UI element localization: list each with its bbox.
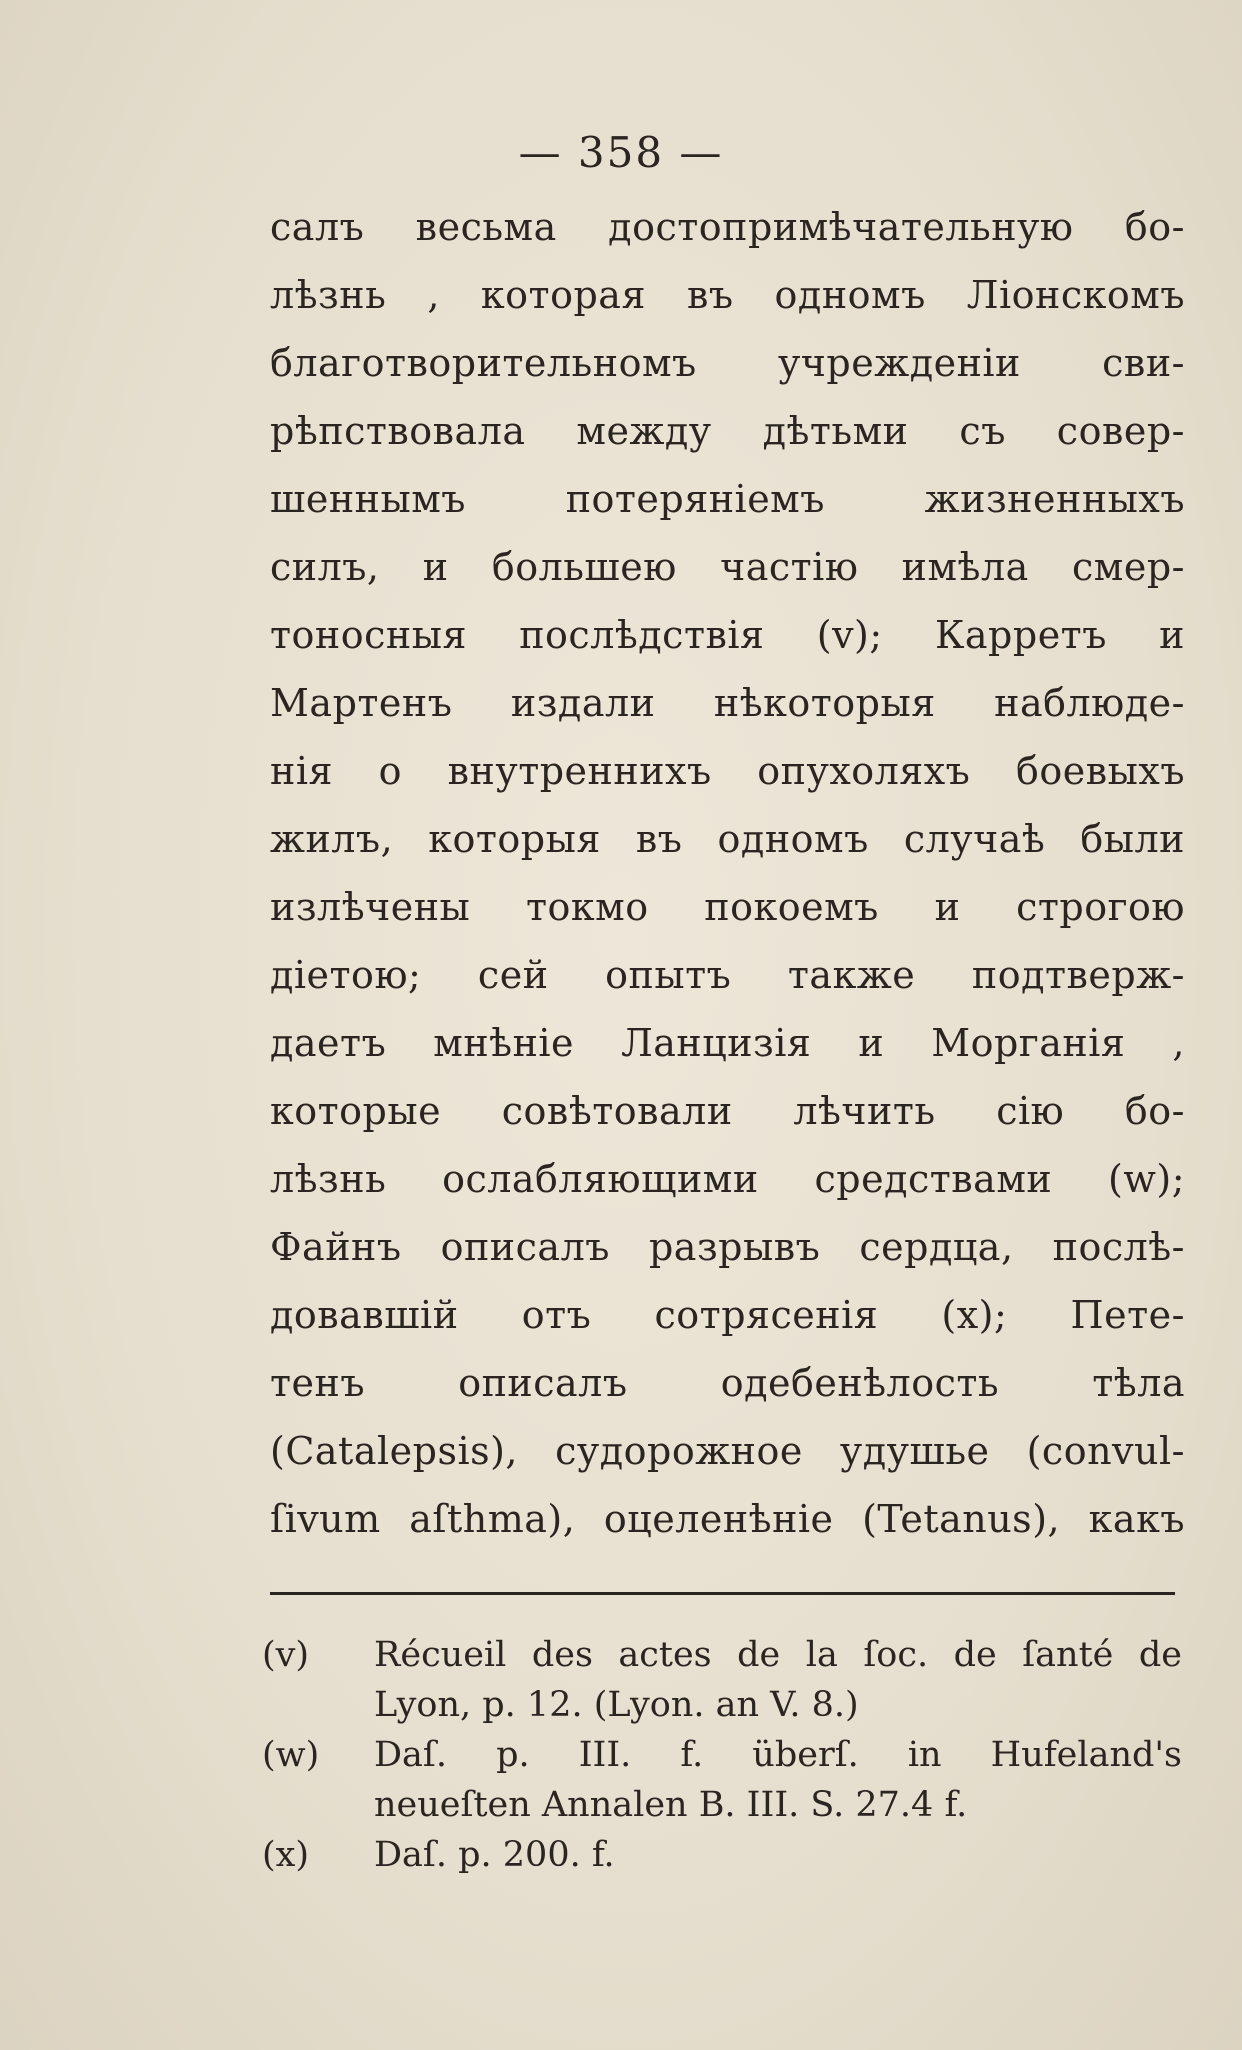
text-line-11: излѣчены токмо покоемъ и строгою	[270, 885, 1185, 929]
text-line-6: силъ, и большею частію имѣла смер-	[270, 545, 1185, 589]
footnote-mark: (x)	[262, 1835, 310, 1875]
footnote-mark: (w)	[262, 1735, 320, 1775]
footnote-v	[262, 1630, 1182, 1730]
footnote-line: Daſ. p. III. f. überſ. in Hufeland's	[374, 1735, 1182, 1775]
text-line-3: благотворительномъ учрежденіи сви-	[270, 341, 1185, 385]
text-line-4: рѣпствовала между дѣтьми съ совер-	[270, 409, 1185, 453]
text-line-2: лѣзнь , которая въ одномъ Ліонскомъ	[270, 273, 1185, 317]
text-line-9: нія о внутреннихъ опухоляхъ боевыхъ	[270, 749, 1185, 793]
main-text	[270, 193, 1185, 1553]
footnote-w	[262, 1730, 1182, 1830]
text-line-15: лѣзнь ослабляющими средствами (w);	[270, 1157, 1185, 1201]
footnote-line: Récueil des actes de la ſoc. de ſanté de	[374, 1635, 1182, 1675]
text-line-16: Файнъ описалъ разрывъ сердца, послѣ-	[270, 1225, 1185, 1269]
footnote-line: Lyon, p. 12. (Lyon. an V. 8.)	[374, 1685, 859, 1725]
text-line-13: даетъ мнѣніе Ланцизія и Морганія ,	[270, 1021, 1185, 1065]
text-line-20: ſivum aſthma), оцеленѣніе (Tetanus), какъ	[270, 1497, 1185, 1541]
text-line-17: довавшій отъ сотрясенія (x); Пете-	[270, 1293, 1185, 1337]
footnote-mark: (v)	[262, 1635, 310, 1675]
footnote-line: neueſten Annalen B. III. S. 27.4 f.	[374, 1785, 968, 1825]
footnotes	[262, 1630, 1182, 1880]
footnote-line: Daſ. p. 200. f.	[374, 1835, 615, 1875]
text-line-1: салъ весьма достопримѣчательную бо-	[270, 205, 1185, 249]
text-line-14: которые совѣтовали лѣчить сію бо-	[270, 1089, 1185, 1133]
footnote-x	[262, 1830, 1182, 1880]
text-line-7: тоносныя послѣдствія (v); Карретъ и	[270, 613, 1185, 657]
text-line-5: шеннымъ потеряніемъ жизненныхъ	[270, 477, 1185, 521]
text-line-8: Мартенъ издали нѣкоторыя наблюде-	[270, 681, 1185, 725]
text-line-19: (Catalepsis), судорожное удушье (convul-	[270, 1429, 1185, 1473]
text-line-18: тенъ описалъ одебенѣлость тѣла	[270, 1361, 1185, 1405]
page-number: — 358 —	[518, 128, 724, 177]
footnote-rule	[270, 1592, 1175, 1595]
text-line-12: діетою; сей опытъ также подтверж-	[270, 953, 1185, 997]
text-line-10: жилъ, которыя въ одномъ случаѣ были	[270, 817, 1185, 861]
